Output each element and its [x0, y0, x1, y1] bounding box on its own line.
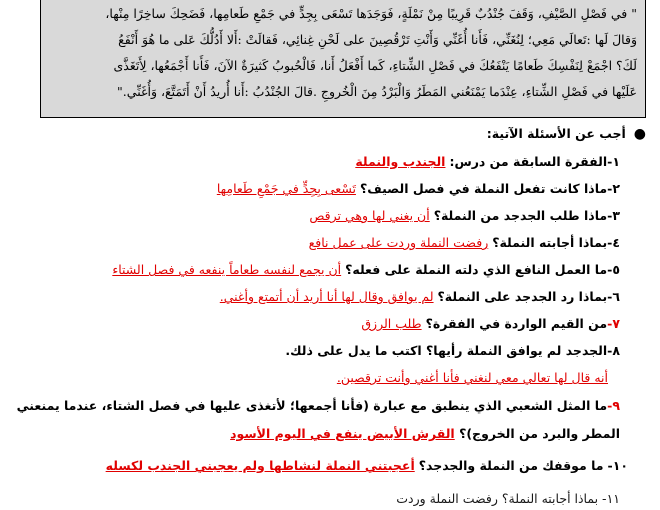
question-text: بماذا رد الجدجد على النملة؟ — [437, 289, 608, 304]
question-text: بماذا أجابته النملة؟ — [492, 235, 608, 250]
question-number: ١٠- — [607, 458, 628, 473]
question-text: الجدجد لم يوافق النملة رأيها؟ اكتب ما يدل على ذلك. — [285, 343, 608, 358]
question-number: ٢- — [607, 181, 620, 196]
question-item-7 — [6, 313, 620, 335]
question-item-3 — [6, 205, 620, 227]
answer-text: لم يوافق وقال لها أنا أريد أن أتمتع وأغني. — [219, 289, 434, 304]
answer-text: رفضت النملة وردت على عمل نافع — [308, 235, 489, 250]
answer-text: أعجبتني النملة لنشاطها ولم يعجبني الجندب لكسله — [105, 458, 415, 473]
answer-text: تَسْعى بِجِدٍّ في جَمْعِ طَعامِها — [216, 181, 356, 196]
question-text: الفقرة السابقة من درس: — [449, 154, 608, 169]
question-item-9 — [6, 395, 620, 417]
questions-heading-text: أجب عن الأسئلة الآتية: — [486, 126, 626, 141]
passage-line: عَلَيْها في فَصْلِ الشِّتاءِ، عِنْدَما يَمْنَعُني المَطَرُ وَالْبَرْدُ مِنَ الْخُروجِ .قالَ الجُنْدُبُ :أَنا أُريدُ أَنْ أَتَمَتَّعَ، وَأُغَنِّي." — [117, 84, 637, 99]
bullet-icon: ● — [633, 125, 646, 142]
answer-text: أن يجمع لنفسه طعاماً ينفعه في فصل الشتاء — [112, 262, 342, 277]
passage-line: لَكَ؟ اجْمَعْ لِنَفْسِكَ طَعامًا يَنْفَعُكَ في فَصْلِ الشِّتاءِ، كَما أَفْعَلُ أَنا، فَالْحُبوبُ كَثيرَةٌ الآنَ، فَأَنا أَجْمَعُها، لِأَتَغَذَّى — [113, 58, 637, 73]
question-number: ١- — [607, 154, 620, 169]
question-number: ٨- — [607, 343, 620, 358]
question-text-continued: المطر والبرد من الخروج)؟ — [459, 426, 620, 441]
question-number: ٩- — [607, 398, 620, 413]
question-text: ماذا كانت تفعل النملة في فصل الصيف؟ — [359, 181, 608, 196]
cut-off-question: ١١- بماذا أجابته النملة؟ رفضت النملة وردت — [396, 491, 620, 506]
question-item-8 — [6, 340, 620, 362]
reading-passage-box — [40, 0, 646, 118]
question-text: ما المثل الشعبي الذي ينطبق مع عبارة (فأنا أجمعها؛ لأتغذى عليها في فصل الشتاء، عندما يمنعني — [16, 398, 608, 413]
question-item-4 — [6, 232, 620, 254]
question-item-9-continued — [230, 423, 620, 445]
question-item-10 — [6, 455, 628, 477]
answer-text: أن يغني لها وهي ترقص — [309, 208, 430, 223]
question-text: ما موقفك من النملة والجدجد؟ — [418, 458, 604, 473]
question-item-1 — [6, 151, 620, 173]
question-number: ٥- — [607, 262, 620, 277]
question-number: ٣- — [607, 208, 620, 223]
passage-line: وَقالَ لَها :تَعالَي مَعِي؛ لِنُغَنِّي، فَأَنا أُغَنِّي وَأَنْتِ تَرْقُصِينَ على لَحْنِ غِنائِي، فَقالَتْ :أَلا أَدُلُّكَ عَلى ما هُوَ أَنْفَعُ — [118, 32, 637, 47]
question-number: ٤- — [607, 235, 620, 250]
question-text: من القيم الواردة في الفقرة؟ — [425, 316, 608, 331]
question-text: ماذا طلب الجدجد من النملة؟ — [433, 208, 608, 223]
question-item-5 — [6, 259, 620, 281]
answer-text: طلب الرزق — [361, 316, 422, 331]
question-item-2 — [6, 178, 620, 200]
answer-text: الجندب والنملة — [355, 154, 446, 169]
passage-line: " في فَصْلِ الصَّيْفِ، وَقَفَ جُنْدُبٌ قَرِيبًا مِنْ نَمْلَةٍ، فَوَجَدَها تَسْعَى بِجِدٍّ في جَمْعِ طَعامِها، فَضَحِكَ ساخِرًا مِنْها، — [105, 6, 637, 21]
question-number: ٦- — [607, 289, 620, 304]
question-number: ٧- — [607, 316, 620, 331]
question-item-6 — [6, 286, 620, 308]
answer-text: أنه قال لها تعالي معي لنغني فأنا أغني وأنت ترقصين. — [336, 370, 608, 385]
answer-text: القرش الأبيض ينفع في اليوم الأسود — [230, 426, 455, 441]
questions-heading — [487, 126, 646, 141]
question-text: ما العمل النافع الذي دلته النملة على فعله؟ — [345, 262, 608, 277]
